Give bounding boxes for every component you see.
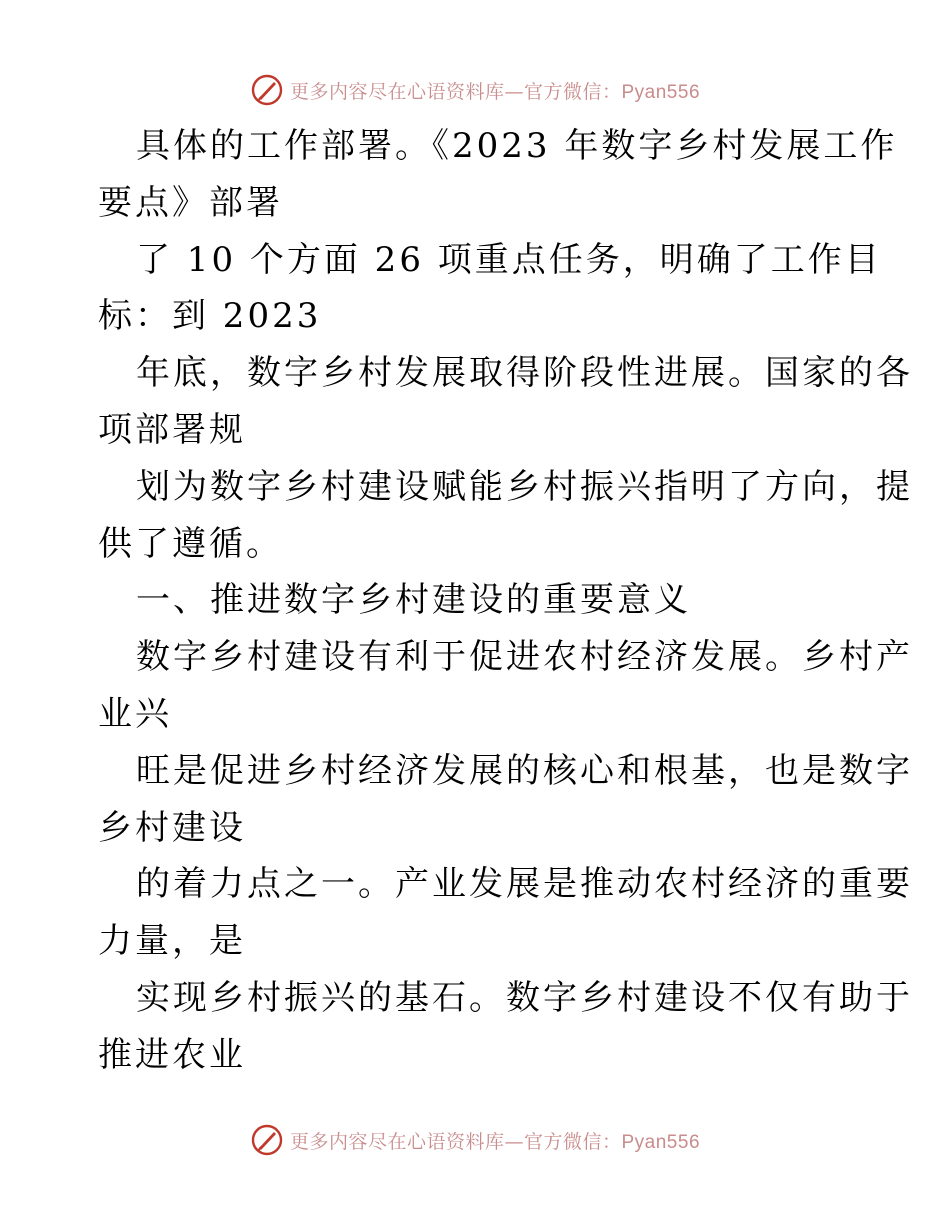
quill-logo-icon [250, 73, 284, 107]
text-line: 数字乡村建设有利于促进农村经济发展。乡村产 [136, 637, 913, 678]
text-line: 乡村建设 [98, 807, 246, 848]
text-line: 实现乡村振兴的基石。数字乡村建设不仅有助于 [136, 977, 913, 1018]
text-line: 旺是促进乡村经济发展的核心和根基，也是数字 [136, 750, 913, 791]
text-line: 项部署规 [98, 409, 246, 450]
footer-banner-text: 更多内容尽在心语资料库—官方微信：Pyan556 [289, 1130, 701, 1153]
text-line: 业兴 [98, 693, 172, 734]
text-line: 要点》部署 [98, 182, 283, 223]
text-line: 推进农业 [98, 1034, 246, 1075]
quill-logo-icon [250, 1123, 284, 1157]
text-line: 供了遵循。 [98, 523, 283, 564]
text-line: 标：到 2023 [98, 296, 322, 337]
header-banner [0, 72, 950, 108]
wechat-id: Pyan556 [621, 81, 701, 103]
header-banner-text: 更多内容尽在心语资料库—官方微信：Pyan556 [289, 80, 701, 103]
section-heading: 一、推进数字乡村建设的重要意义 [136, 580, 691, 621]
wechat-id: Pyan556 [621, 1131, 701, 1153]
body-text [98, 118, 913, 1084]
text-line: 了 10 个方面 26 项重点任务，明确了工作目 [136, 239, 882, 280]
text-line: 年底，数字乡村发展取得阶段性进展。国家的各 [136, 353, 913, 394]
text-line: 具体的工作部署。《2023 年数字乡村发展工作 [136, 126, 898, 166]
text-line: 力量，是 [98, 921, 246, 962]
footer-banner [0, 1122, 950, 1158]
text-line: 划为数字乡村建设赋能乡村振兴指明了方向，提 [136, 466, 913, 507]
text-line: 的着力点之一。产业发展是推动农村经济的重要 [136, 864, 913, 905]
